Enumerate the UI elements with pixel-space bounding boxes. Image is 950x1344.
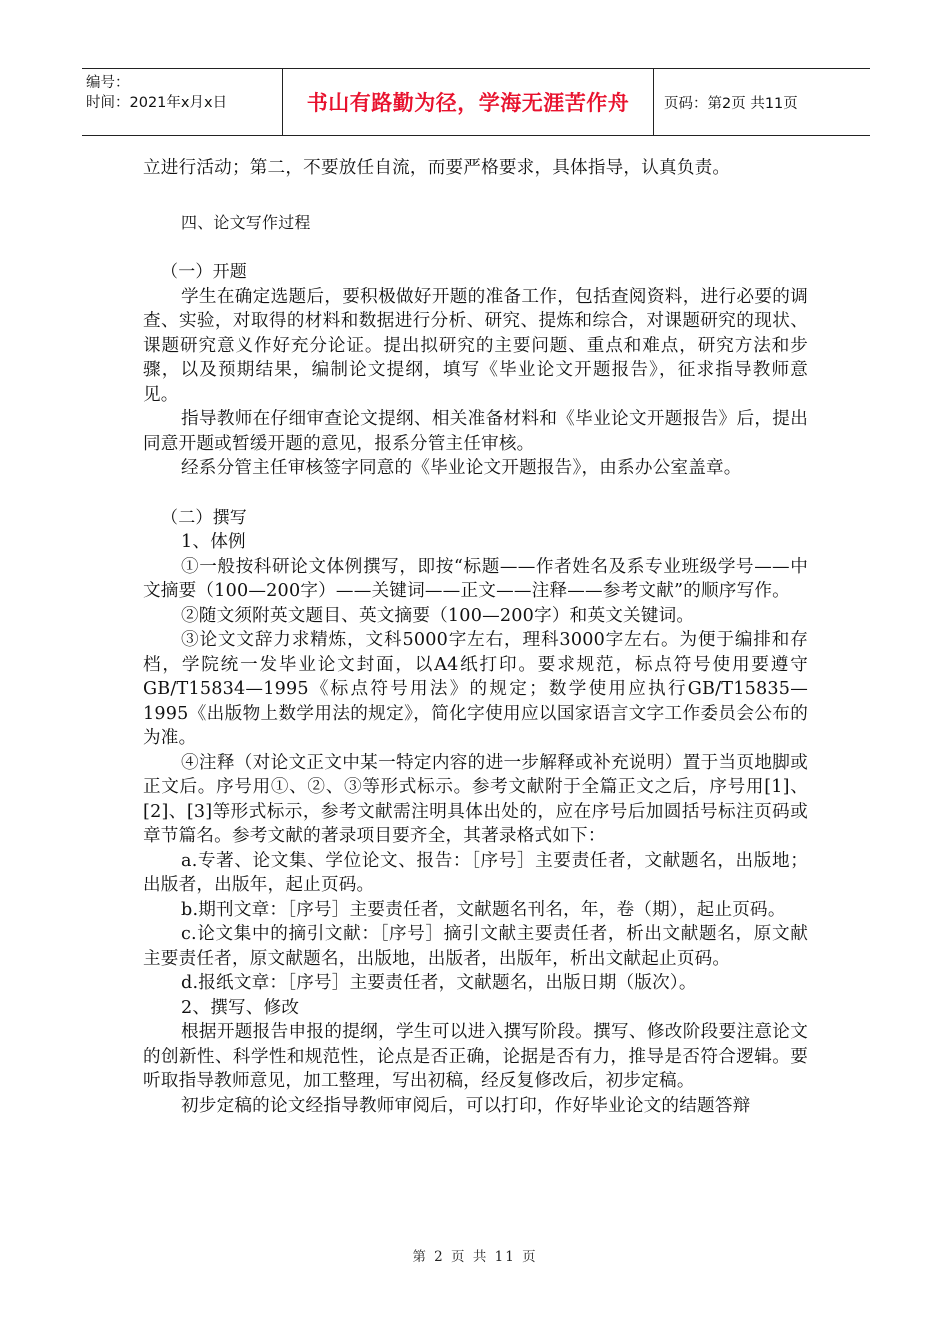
header-motto: 书山有路勤为径，学海无涯苦作舟 xyxy=(283,69,654,135)
paragraph: 初步定稿的论文经指导教师审阅后，可以打印，作好毕业论文的结题答辩 xyxy=(181,1095,751,1116)
paragraph: 经系分管主任审核签字同意的《毕业论文开题报告》，由系办公室盖章。 xyxy=(181,458,742,478)
page-header xyxy=(82,68,870,136)
reference-format-b: b.期刊文章：［序号］主要责任者，文献题名刊名，年，卷（期），起止页码。 xyxy=(181,899,786,920)
reference-format-a: a.专著、论文集、学位论文、报告：［序号］主要责任者，文献题名，出版地；出版者，出版年，起止页码。 xyxy=(143,850,808,895)
doc-number-label: 编号： xyxy=(86,75,130,91)
paragraph: ③论文文辞力求精炼，文科5000字左右，理科3000字左右。为便于编排和存档，学院统一发毕业论文封面，以A4纸打印。要求规范，标点符号使用要遵守GB/T15834—1995《标点符号用法》的规定；数学使用应执行GB/T15835—1995《出版物上数学用法的规定》，简化字使用应以国家语言文字工作委员会公布的为准。 xyxy=(143,630,808,748)
header-meta xyxy=(82,69,283,135)
item-heading-format: 1、体例 xyxy=(181,532,246,552)
reference-format-d: d.报纸文章：［序号］主要责任者，文献题名，出版日期（版次）。 xyxy=(181,973,697,993)
doc-date-label: 时间：2021年x月x日 xyxy=(86,95,228,111)
paragraph: ①一般按科研论文体例撰写，即按“标题——作者姓名及系专业班级学号——中文摘要（100—200字）——关键词——正文——注释——参考文献”的顺序写作。 xyxy=(143,556,808,601)
section-heading: 四、论文写作过程 xyxy=(181,212,311,232)
document-body xyxy=(143,156,808,1118)
page-footer: 第 2 页 共 11 页 xyxy=(412,1249,538,1265)
paragraph: ④注释（对论文正文中某一特定内容的进一步解释或补充说明）置于当页地脚或正文后。序号用①、②、③等形式标示。参考文献附于全篇正文之后，序号用[1]、[2]、[3]等形式标示，参考文献需注明具体出处的，应在序号后加圆括号标注页码或章节篇名。参考文献的著录项目要齐全，其著录格式如下： xyxy=(143,752,808,846)
item-heading-revision: 2、撰写、修改 xyxy=(181,997,300,1018)
paragraph: 根据开题报告申报的提纲，学生可以进入撰写阶段。撰写、修改阶段要注意论文的创新性、科学性和规范性，论点是否正确，论据是否有力，推导是否符合逻辑。要听取指导教师意见，加工整理，写出初稿，经反复修改后，初步定稿。 xyxy=(143,1022,808,1091)
reference-format-c: c.论文集中的摘引文献：［序号］摘引文献主要责任者，析出文献题名，原文献主要责任者，原文献题名，出版地，出版者，出版年，析出文献起止页码。 xyxy=(143,924,808,969)
header-page-number: 页码：第2页 共11页 xyxy=(664,95,798,112)
paragraph-continued: 立进行活动；第二，不要放任自流，而要严格要求，具体指导，认真负责。 xyxy=(143,158,731,178)
subsection-heading-opening: （一）开题 xyxy=(161,262,247,282)
paragraph: 指导教师在仔细审查论文提纲、相关准备材料和《毕业论文开题报告》后，提出同意开题或暂缓开题的意见，报系分管主任审核。 xyxy=(143,409,808,454)
subsection-heading-writing: （二）撰写 xyxy=(161,507,247,528)
paragraph: 学生在确定选题后，要积极做好开题的准备工作，包括查阅资料，进行必要的调查、实验，对取得的材料和数据进行分析、研究、提炼和综合，对课题研究的现状、课题研究意义作好充分论证。提出拟研究的主要问题、重点和难点，研究方法和步骤，以及预期结果，编制论文提纲，填写《毕业论文开题报告》，征求指导教师意见。 xyxy=(143,286,808,405)
paragraph: ②随文须附英文题目、英文摘要（100—200字）和英文关键词。 xyxy=(181,605,695,626)
